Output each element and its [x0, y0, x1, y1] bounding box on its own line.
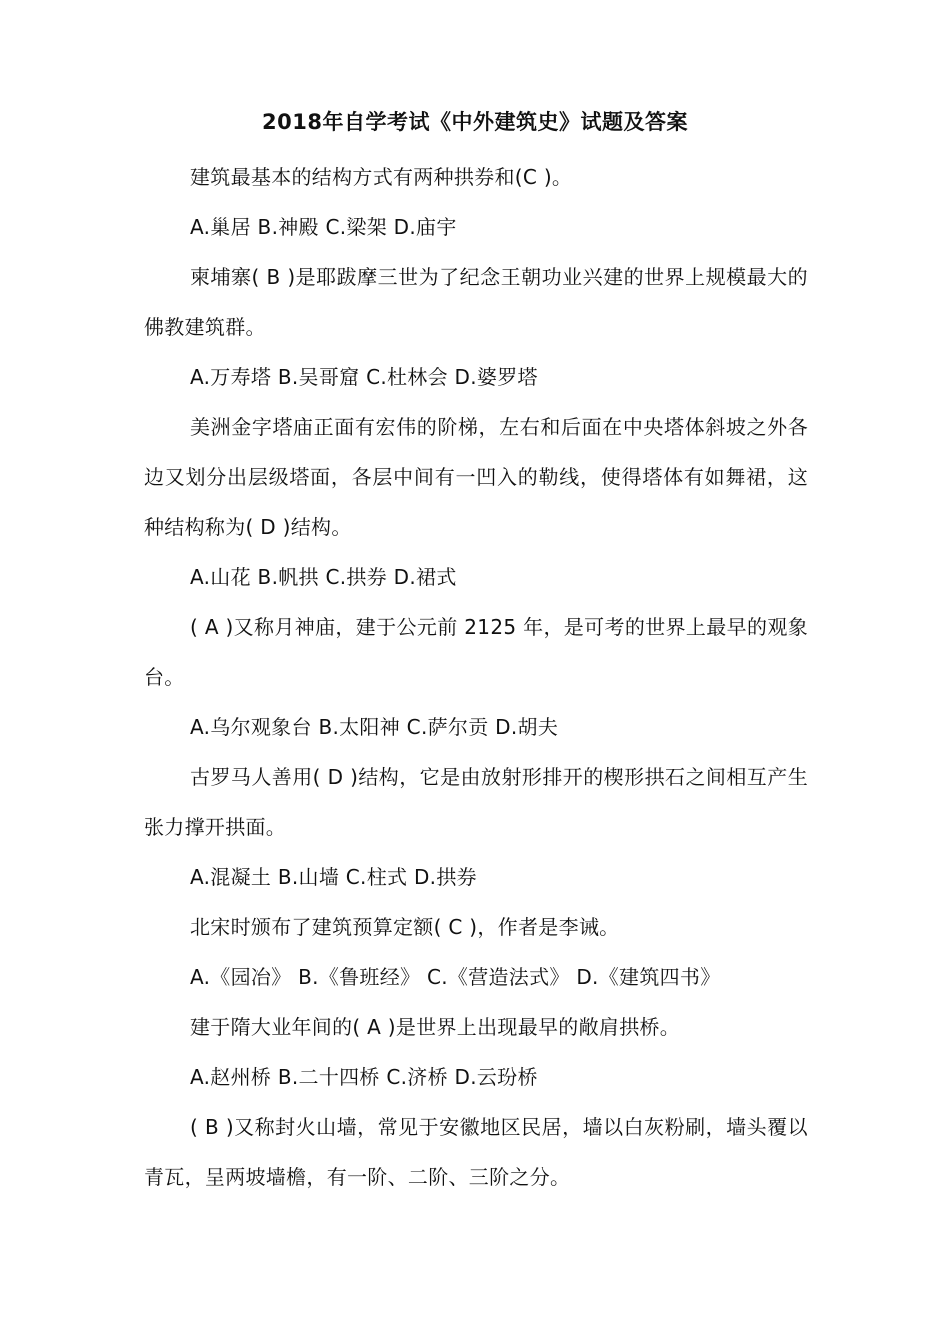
question-stem: ( B )又称封火山墙，常见于安徽地区民居，墙以白灰粉刷，墙头覆以青瓦，呈两坡墙檐，有一阶、二阶、三阶之分。 [144, 1115, 808, 1189]
question-options: A.赵州桥 B.二十四桥 C.济桥 D.云玢桥 [190, 1065, 538, 1089]
question-options: A.巢居 B.神殿 C.梁架 D.庙宇 [190, 215, 457, 239]
question-options: A.乌尔观象台 B.太阳神 C.萨尔贡 D.胡夫 [190, 715, 559, 739]
question-options: A.《园冶》 B.《鲁班经》 C.《营造法式》 D.《建筑四书》 [190, 965, 721, 989]
question-options: A.万寿塔 B.吴哥窟 C.杜林会 D.婆罗塔 [190, 365, 538, 389]
document-title: 2018年自学考试《中外建筑史》试题及答案 [262, 110, 688, 134]
question-stem: 北宋时颁布了建筑预算定额( C )，作者是李诫。 [190, 915, 620, 939]
question-options: A.混凝土 B.山墙 C.柱式 D.拱券 [190, 865, 477, 889]
question-stem: 古罗马人善用( D )结构，它是由放射形排开的楔形拱石之间相互产生张力撑开拱面。 [144, 765, 808, 839]
question-stem: 建筑最基本的结构方式有两种拱券和(C )。 [190, 165, 573, 189]
question-options: A.山花 B.帆拱 C.拱券 D.裙式 [190, 565, 457, 589]
question-stem: 柬埔寨( B )是耶跋摩三世为了纪念王朝功业兴建的世界上规模最大的佛教建筑群。 [144, 265, 808, 339]
question-stem: ( A )又称月神庙，建于公元前 2125 年，是可考的世界上最早的观象台。 [144, 615, 808, 689]
document-body [144, 152, 808, 1202]
question-stem: 建于隋大业年间的( A )是世界上出现最早的敞肩拱桥。 [190, 1015, 681, 1039]
question-stem: 美洲金字塔庙正面有宏伟的阶梯，左右和后面在中央塔体斜坡之外各边又划分出层级塔面，各层中间有一凹入的勒线，使得塔体有如舞裙，这种结构称为( D )结构。 [144, 415, 808, 539]
